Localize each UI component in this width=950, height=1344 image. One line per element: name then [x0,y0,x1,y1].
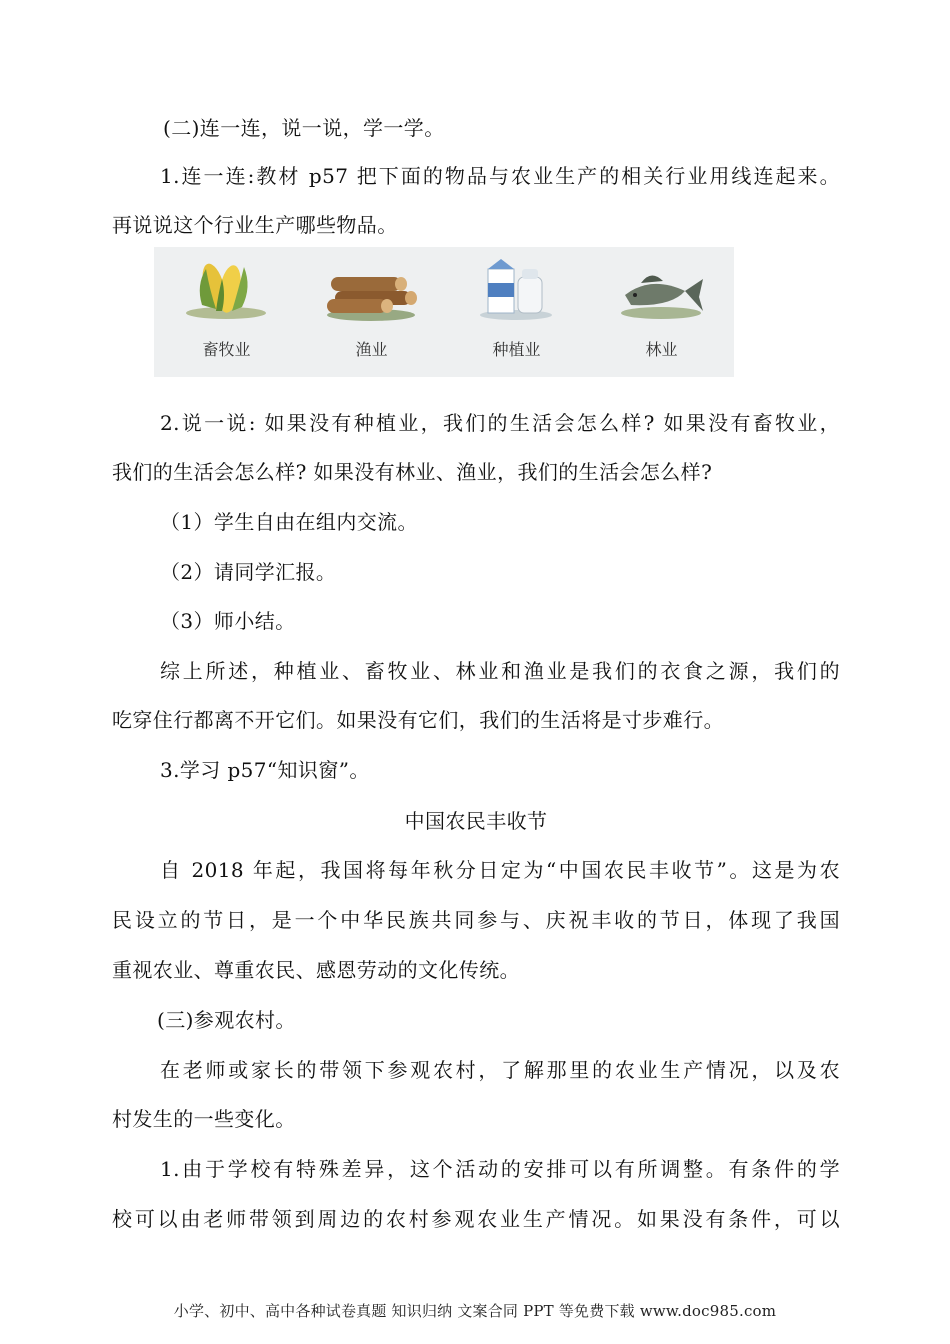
figure-label: 畜牧业 [202,340,251,359]
figure-item-planting [444,247,589,377]
figure-label: 林业 [645,340,678,359]
section-two-heading: (二)连一连，说一说，学一学。 [163,116,445,140]
visit-point-1-line-1: 1.由于学校有特殊差异，这个活动的安排可以有所调整。有条件的学 [160,1157,840,1181]
section-three-heading: (三)参观农村。 [157,1008,296,1032]
figure-label: 渔业 [355,340,388,359]
knowledge-line-3: 重视农业、尊重农民、感恩劳动的文化传统。 [112,958,520,982]
figure-item-forestry [589,247,734,377]
figure-item-livestock [154,247,299,377]
summary-line-2: 吃穿住行都离不开它们。如果没有它们，我们的生活将是寸步难行。 [112,708,724,732]
question-1-line-2: 再说说这个行业生产哪些物品。 [112,213,398,237]
question-2-line-2: 我们的生活会怎么样? 如果没有林业、渔业，我们的生活会怎么样? [112,460,713,484]
knowledge-line-1: 自 2018 年起，我国将每年秋分日定为“中国农民丰收节”。这是为农 [160,858,840,882]
knowledge-line-2: 民设立的节日，是一个中华民族共同参与、庆祝丰收的节日，体现了我国 [112,908,840,932]
visit-intro-line-2: 村发生的一些变化。 [112,1107,296,1131]
step-2: （2）请同学汇报。 [160,560,337,584]
agriculture-matching-figure [154,247,734,377]
page-footer: 小学、初中、高中各种试卷真题 知识归纳 文案合同 PPT 等免费下载 www.doc985.com [173,1302,777,1320]
question-2-line-1: 2.说一说: 如果没有种植业，我们的生活会怎么样? 如果没有畜牧业， [160,411,840,435]
visit-point-1-line-2: 校可以由老师带领到周边的农村参观农业生产情况。如果没有条件，可以 [112,1207,840,1231]
step-1: （1）学生自由在组内交流。 [160,510,418,534]
figure-label: 种植业 [492,340,541,359]
corn-icon [176,255,276,325]
knowledge-window-title: 中国农民丰收节 [404,809,548,833]
question-1-line-1: 1.连一连:教材 p57 把下面的物品与农业生产的相关行业用线连起来。 [160,164,840,188]
step-3: （3）师小结。 [160,609,296,633]
fish-icon [611,255,711,325]
visit-intro-line-1: 在老师或家长的带领下参观农村，了解那里的农业生产情况，以及农 [160,1058,840,1082]
logs-icon [321,255,421,325]
milk-carton-icon [466,255,566,325]
question-3: 3.学习 p57“知识窗”。 [160,758,370,782]
figure-item-fishery [299,247,444,377]
summary-line-1: 综上所述，种植业、畜牧业、林业和渔业是我们的衣食之源，我们的 [160,659,840,683]
